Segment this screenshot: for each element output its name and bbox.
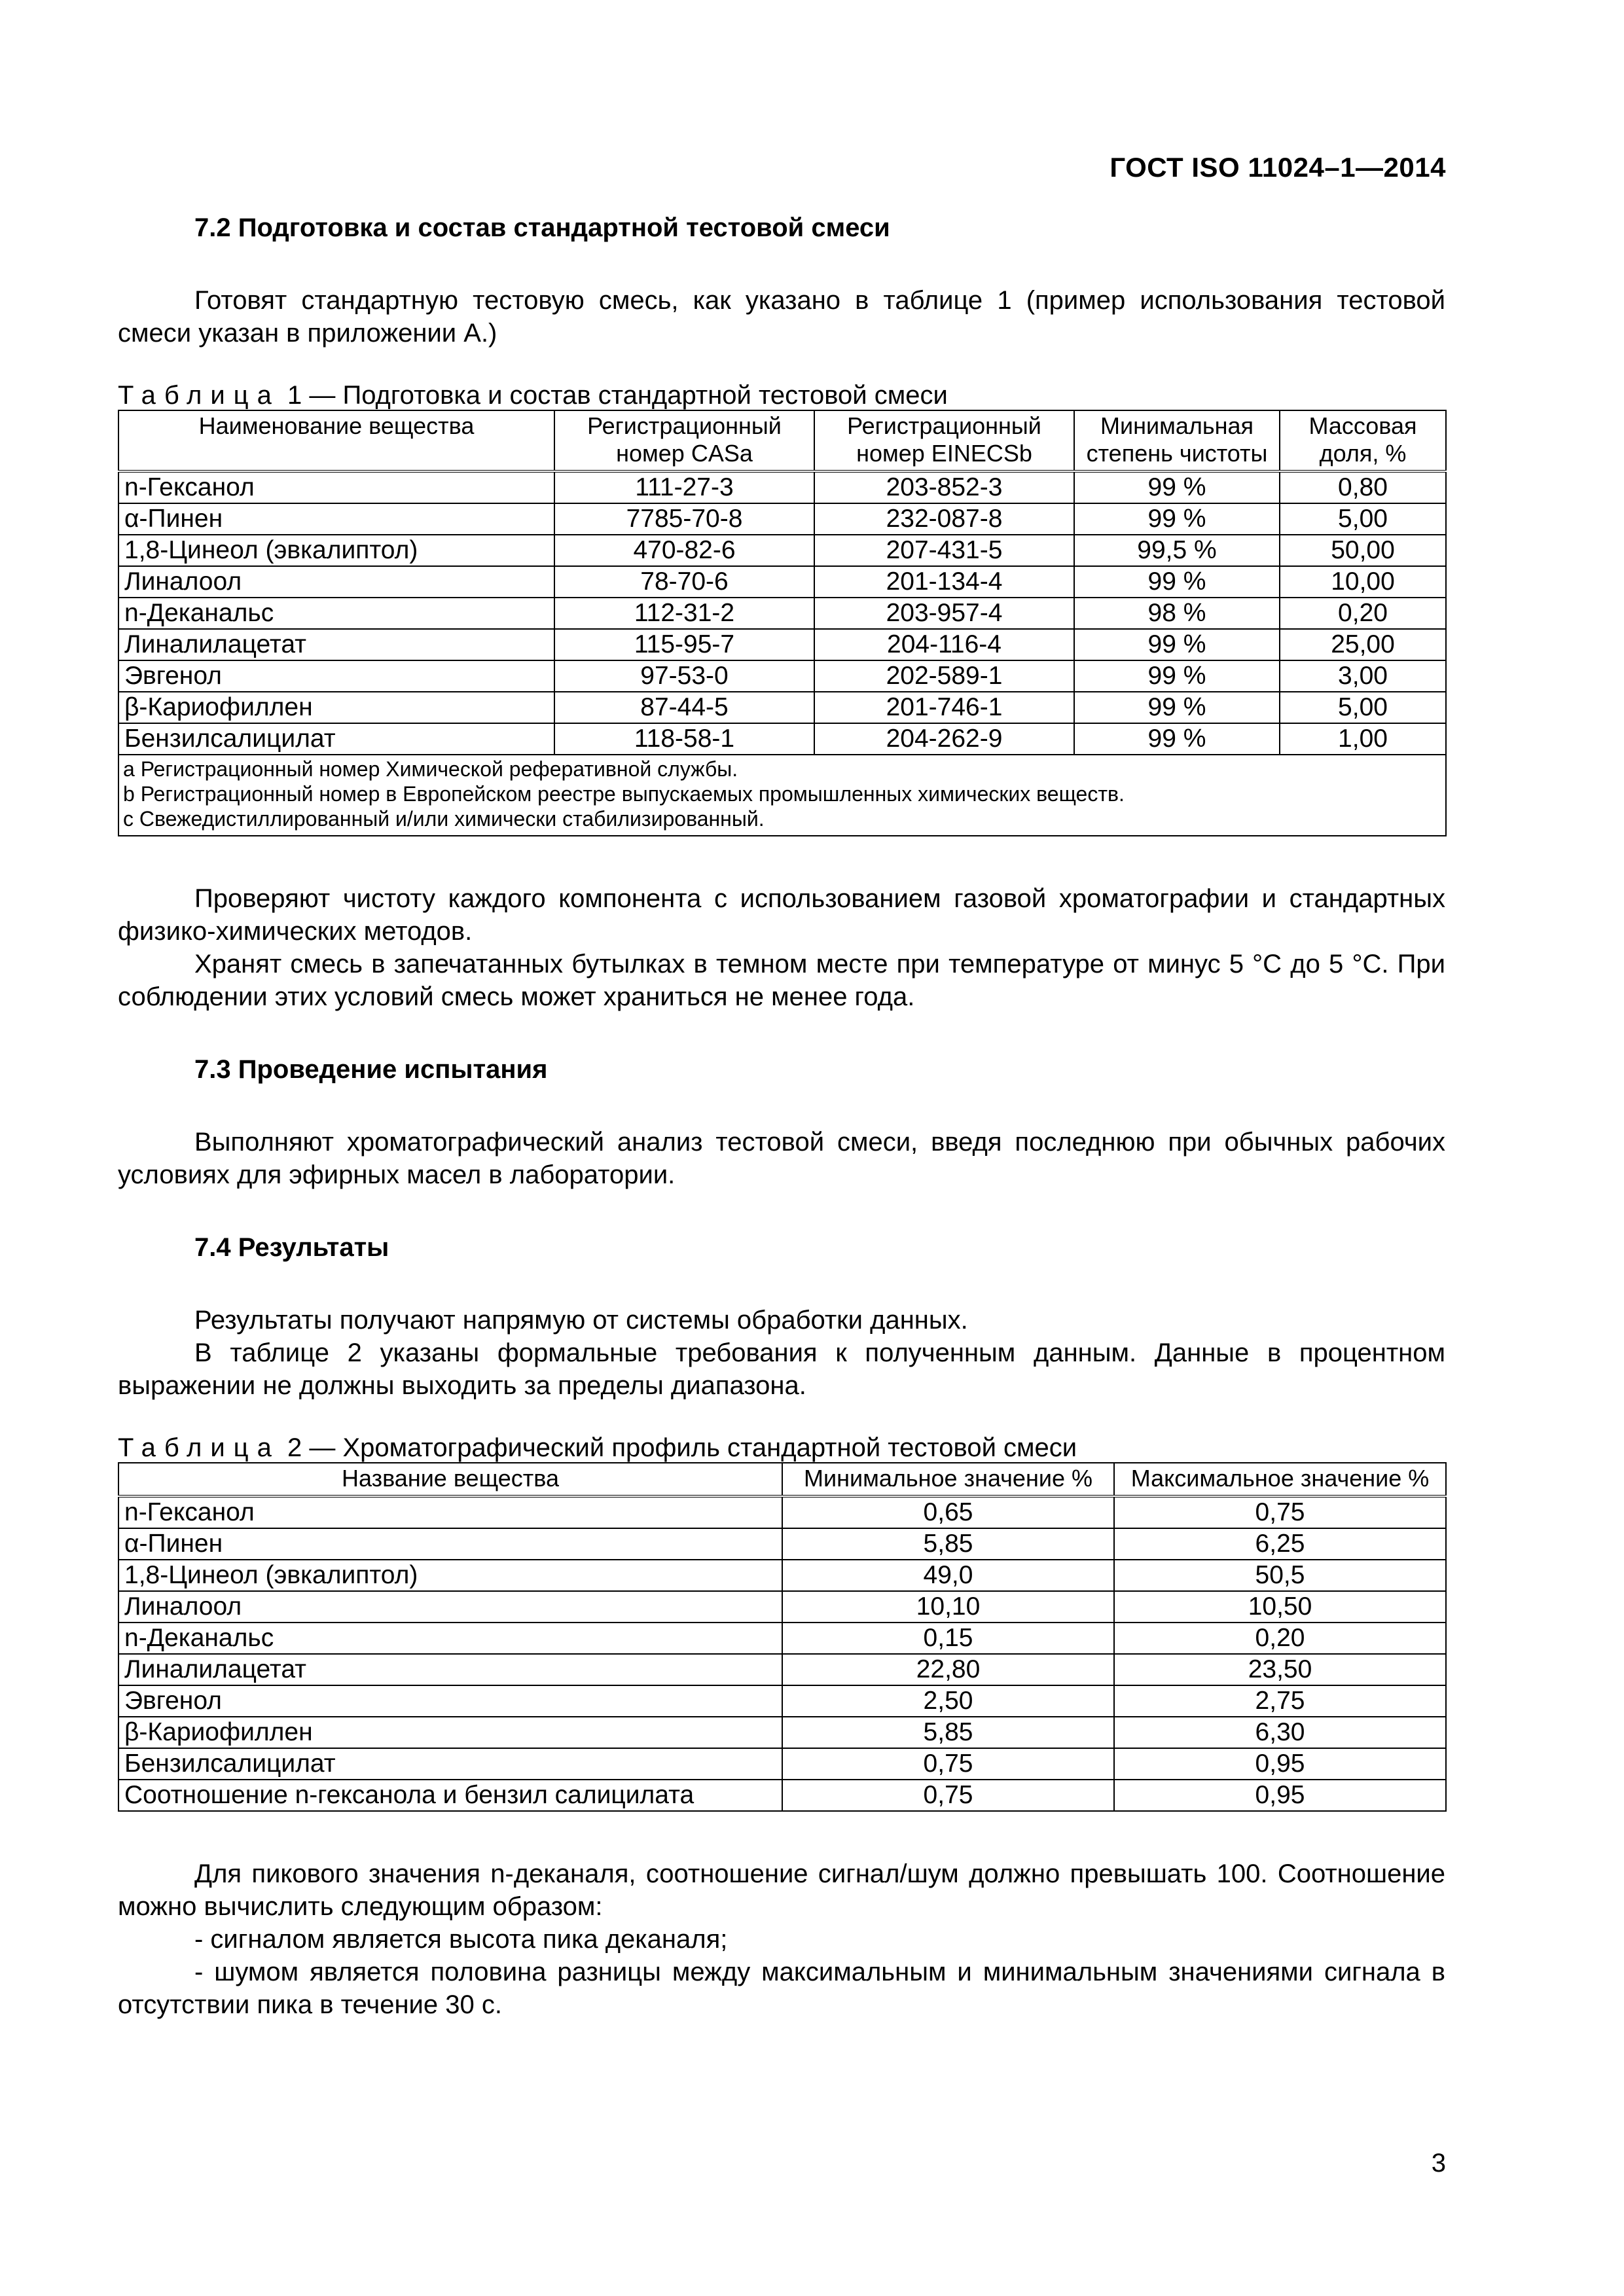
table-1	[118, 410, 1447, 836]
table1-cell: 87-44-5	[554, 692, 814, 723]
table-1-caption	[118, 381, 1445, 410]
table1-cell: 204-262-9	[814, 723, 1074, 755]
table1-cell: 112-31-2	[554, 598, 814, 629]
table-row	[118, 1560, 1446, 1591]
table1-cell: 115-95-7	[554, 629, 814, 660]
table-row	[118, 535, 1446, 566]
page-content	[118, 209, 1445, 2021]
table-row	[118, 723, 1446, 755]
table-row	[118, 1591, 1446, 1623]
t2-header-min: Минимальное значение %	[782, 1463, 1114, 1496]
table2-cell: 10,10	[782, 1591, 1114, 1623]
noise-definition: - шумом является половина разницы между максимальным и минимальным значениями сигнала в отсутствии пика в течение 30 с.	[118, 1958, 1445, 2019]
t1-header-einecs: Регистрационный номер EINECSb	[814, 410, 1074, 471]
table2-cell: 23,50	[1114, 1654, 1446, 1685]
page-number: 3	[1431, 2149, 1446, 2178]
table2-cell: Бензилсалицилат	[118, 1748, 782, 1780]
table2-cell: Эвгенол	[118, 1685, 782, 1717]
table1-cell: 99,5 %	[1074, 535, 1280, 566]
table-1-notes	[118, 755, 1446, 836]
table2-cell: 0,75	[782, 1748, 1114, 1780]
t2-header-name: Название вещества	[118, 1463, 782, 1496]
table-1-notes-row	[118, 755, 1446, 836]
table-row	[118, 1748, 1446, 1780]
table2-cell: 50,5	[1114, 1560, 1446, 1591]
table1-cell: 5,00	[1280, 503, 1446, 535]
table-1-header-row	[118, 410, 1446, 471]
table1-cell: 204-116-4	[814, 629, 1074, 660]
table2-cell: 2,50	[782, 1685, 1114, 1717]
table-row	[118, 660, 1446, 692]
table1-cell: Бензилсалицилат	[118, 723, 554, 755]
t1-header-cas: Регистрационный номер CASa	[554, 410, 814, 471]
table1-cell: 98 %	[1074, 598, 1280, 629]
table2-cell: Линалилацетат	[118, 1654, 782, 1685]
table1-cell: 99 %	[1074, 723, 1280, 755]
table1-cell: 97-53-0	[554, 660, 814, 692]
table-2-body	[118, 1496, 1446, 1811]
section-7-4-p2: В таблице 2 указаны формальные требования к полученным данным. Данные в процентном выражении не должны выходить за пределы диапазона.	[118, 1338, 1445, 1400]
table-row	[118, 1496, 1446, 1528]
table-row	[118, 692, 1446, 723]
table2-cell: β-Кариофиллен	[118, 1717, 782, 1748]
table2-cell: 0,65	[782, 1496, 1114, 1528]
table-row	[118, 1623, 1446, 1654]
table-row	[118, 503, 1446, 535]
table2-cell: 22,80	[782, 1654, 1114, 1685]
table1-cell: 99 %	[1074, 692, 1280, 723]
signal-definition: - сигналом является высота пика деканаля;	[194, 1925, 728, 1954]
table-row	[118, 1780, 1446, 1811]
table1-cell: β-Кариофиллен	[118, 692, 554, 723]
table1-cell: Линалилацетат	[118, 629, 554, 660]
table1-cell: 78-70-6	[554, 566, 814, 598]
table2-cell: 49,0	[782, 1560, 1114, 1591]
storage-paragraph: Хранят смесь в запечатанных бутылках в темном месте при температуре от минус 5 °С до 5 °С. При соблюдении этих условий смесь может храниться не менее года.	[118, 950, 1445, 1011]
table2-cell: α-Пинен	[118, 1528, 782, 1560]
table2-cell: 5,85	[782, 1528, 1114, 1560]
table-2-caption	[118, 1433, 1445, 1462]
table-row	[118, 1685, 1446, 1717]
table2-cell: 2,75	[1114, 1685, 1446, 1717]
table2-cell: n-Гексанол	[118, 1496, 782, 1528]
table2-cell: 5,85	[782, 1717, 1114, 1748]
t2-header-max: Максимальное значение %	[1114, 1463, 1446, 1496]
section-7-2-title: 7.2 Подготовка и состав стандартной тестовой смеси	[194, 213, 890, 242]
table1-cell: 1,00	[1280, 723, 1446, 755]
table1-cell: n-Гексанол	[118, 471, 554, 503]
table-1-body	[118, 471, 1446, 755]
table2-cell: 0,75	[1114, 1496, 1446, 1528]
table1-cell: 203-957-4	[814, 598, 1074, 629]
table1-cell: 201-134-4	[814, 566, 1074, 598]
table1-cell: 50,00	[1280, 535, 1446, 566]
table-row	[118, 1654, 1446, 1685]
table1-cell: Эвгенол	[118, 660, 554, 692]
table1-cell: 201-746-1	[814, 692, 1074, 723]
table1-cell: 232-087-8	[814, 503, 1074, 535]
table1-cell: 0,20	[1280, 598, 1446, 629]
table1-cell: 111-27-3	[554, 471, 814, 503]
t1-header-name: Наименование вещества	[118, 410, 554, 471]
table1-cell: 10,00	[1280, 566, 1446, 598]
table-row	[118, 598, 1446, 629]
table1-cell: 0,80	[1280, 471, 1446, 503]
section-7-3-title: 7.3 Проведение испытания	[194, 1055, 548, 1084]
table1-cell: 7785-70-8	[554, 503, 814, 535]
table1-cell: 99 %	[1074, 566, 1280, 598]
table1-cell: Линалоол	[118, 566, 554, 598]
t1-header-mass: Массовая доля, %	[1280, 410, 1446, 471]
purity-check-paragraph: Проверяют чистоту каждого компонента с использованием газовой хроматографии и стандартных физико-химических методов.	[118, 884, 1445, 946]
table2-cell: 0,20	[1114, 1623, 1446, 1654]
table1-cell: 207-431-5	[814, 535, 1074, 566]
table2-cell: Соотношение n-гексанола и бензил салицилата	[118, 1780, 782, 1811]
table-row	[118, 629, 1446, 660]
section-7-3-text: Выполняют хроматографический анализ тестовой смеси, введя последнюю при обычных рабочих условиях для эфирных масел в лаборатории.	[118, 1128, 1445, 1189]
table1-cell: 25,00	[1280, 629, 1446, 660]
table-2-header-row	[118, 1463, 1446, 1496]
table1-cell: 3,00	[1280, 660, 1446, 692]
table-1-caption-text: 1 — Подготовка и состав стандартной тестовой смеси	[287, 381, 948, 410]
table-row	[118, 566, 1446, 598]
table-row	[118, 1717, 1446, 1748]
table2-cell: 0,95	[1114, 1748, 1446, 1780]
table1-cell: α-Пинен	[118, 503, 554, 535]
table-1-note-c: c Свежедистиллированный и/или химически стабилизированный.	[123, 807, 765, 831]
table2-cell: 0,95	[1114, 1780, 1446, 1811]
table2-cell: 1,8-Цинеол (эвкалиптол)	[118, 1560, 782, 1591]
table2-cell: 6,25	[1114, 1528, 1446, 1560]
table1-cell: 1,8-Цинеол (эвкалиптол)	[118, 535, 554, 566]
table-1-note-a: a Регистрационный номер Химической реферативной службы.	[123, 757, 738, 781]
signal-noise-paragraph: Для пикового значения n-деканаля, соотношение сигнал/шум должно превышать 100. Соотношение можно вычислить следующим образом:	[118, 1859, 1445, 1921]
table2-cell: 6,30	[1114, 1717, 1446, 1748]
table1-cell: 99 %	[1074, 660, 1280, 692]
table1-cell: 118-58-1	[554, 723, 814, 755]
table1-cell: 202-589-1	[814, 660, 1074, 692]
t1-header-purity: Минимальная степень чистоты	[1074, 410, 1280, 471]
table-1-note-b: b Регистрационный номер в Европейском реестре выпускаемых промышленных химических веществ.	[123, 782, 1125, 806]
section-7-2-intro: Готовят стандартную тестовую смесь, как указано в таблице 1 (пример использования тестовой смеси указан в приложении А.)	[118, 286, 1445, 348]
table2-cell: 0,75	[782, 1780, 1114, 1811]
table1-cell: n-Деканальc	[118, 598, 554, 629]
table-row	[118, 1528, 1446, 1560]
section-7-4-p1: Результаты получают напрямую от системы обработки данных.	[194, 1306, 968, 1335]
table2-cell: 0,15	[782, 1623, 1114, 1654]
table1-cell: 99 %	[1074, 629, 1280, 660]
table-1-caption-word: Таблица	[118, 381, 280, 410]
table1-cell: 5,00	[1280, 692, 1446, 723]
table-2	[118, 1462, 1447, 1812]
section-7-4-title: 7.4 Результаты	[194, 1233, 389, 1262]
table1-cell: 99 %	[1074, 471, 1280, 503]
table-row	[118, 471, 1446, 503]
table2-cell: 10,50	[1114, 1591, 1446, 1623]
table1-cell: 470-82-6	[554, 535, 814, 566]
standard-header: ГОСТ ISO 11024–1—2014	[1110, 152, 1446, 183]
table2-cell: n-Деканальc	[118, 1623, 782, 1654]
table1-cell: 203-852-3	[814, 471, 1074, 503]
table2-cell: Линалоол	[118, 1591, 782, 1623]
table-2-caption-word: Таблица	[118, 1433, 280, 1462]
table1-cell: 99 %	[1074, 503, 1280, 535]
table-2-caption-text: 2 — Хроматографический профиль стандартной тестовой смеси	[287, 1433, 1077, 1462]
